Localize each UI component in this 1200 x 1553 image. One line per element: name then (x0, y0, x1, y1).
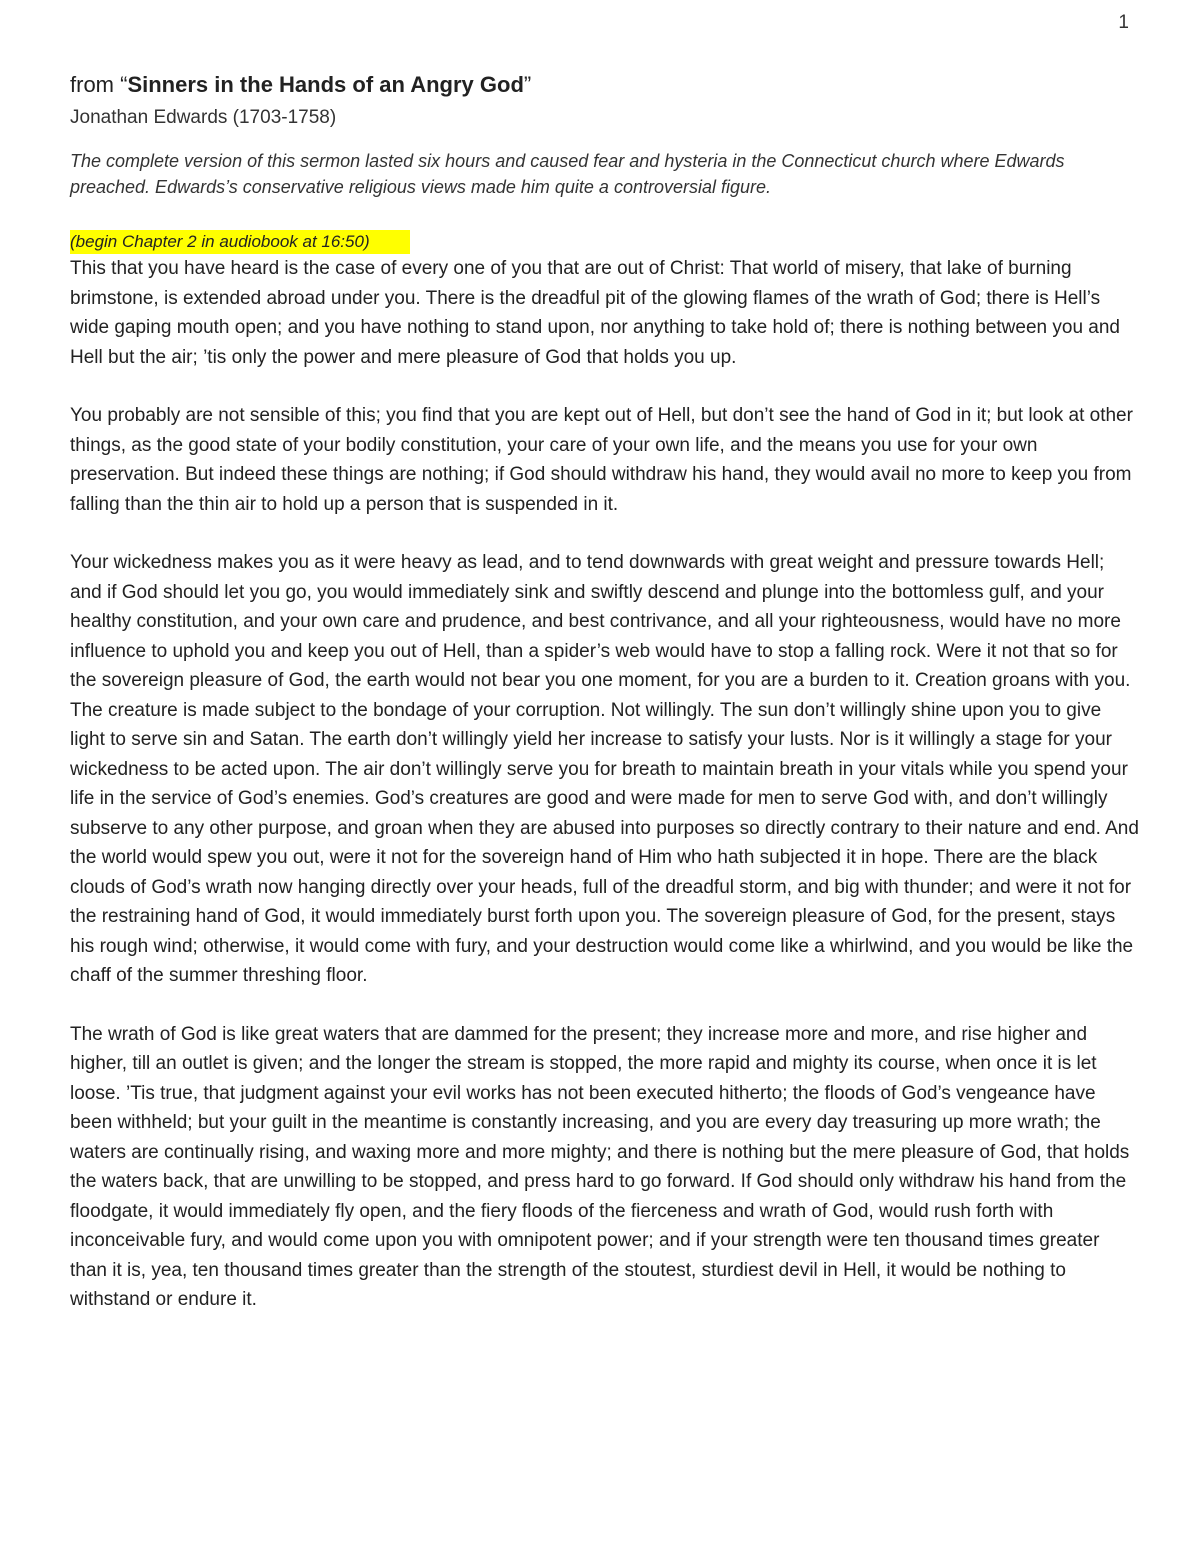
paragraph-2: You probably are not sensible of this; you find that you are kept out of Hell, but don’t see the hand of God in it; but look at other things, as the good state of your bodily constitution, your care of your own life, and the means you use for your own preservation. But indeed these things are nothing; if God should withdraw his hand, they would avail no more to keep you from falling than the thin air to hold up a person that is suspended in it. (70, 405, 1133, 515)
intro-note: The complete version of this sermon lasted six hours and caused fear and hysteria in the Connecticut church where Edwards preached. Edwards’s conservative religious views made him quite a controversial figure. (70, 151, 1065, 197)
paragraph-1: This that you have heard is the case of every one of you that are out of Christ: That world of misery, that lake of burning brimstone, is extended abroad under you. There is the dreadful pit of the glowing flames of the wrath of God; there is Hell’s wide gaping mouth open; and you have nothing to stand upon, nor anything to take hold of; there is nothing between you and Hell but the air; ’tis only the power and mere pleasure of God that holds you up. (70, 258, 1120, 368)
paragraph-3: Your wickedness makes you as it were heavy as lead, and to tend downwards with great weight and pressure towards Hell; and if God should let you go, you would immediately sink and swiftly descend and plunge into the bottomless gulf, and your healthy constitution, and your own care and prudence, and best contrivance, and all your righteousness, would have no more influence to uphold you and keep you out of Hell, than a spider’s web would have to stop a falling rock. Were it not that so for the sovereign pleasure of God, the earth would not bear you one moment, for you are a burden to it. Creation groans with you. The creature is made subject to the bondage of your corruption. Not willingly. The sun don’t willingly shine upon you to give light to serve sin and Satan. The earth don’t willingly yield her increase to satisfy your lusts. Nor is it willingly a stage for your wickedness to be acted upon. The air don’t willingly serve you for breath to maintain breath in your vitals while you spend your life in the service of God’s enemies. God’s creatures are good and were made for men to serve God with, and don’t willingly subserve to any other purpose, and groan when they are abused into purposes so directly contrary to their nature and end. And the world would spew you out, were it not for the sovereign hand of Him who hath subjected it in hope. There are the black clouds of God’s wrath now hanging directly over your heads, full of the dreadful storm, and big with thunder; and were it not for the restraining hand of God, it would immediately burst forth upon you. The sovereign pleasure of God, for the present, stays his rough wind; otherwise, it would come with fury, and your destruction would come like a whirlwind, and you would be like the chaff of the summer threshing floor. (70, 552, 1139, 986)
document-title (70, 70, 1140, 100)
document-body (70, 70, 1140, 1315)
title-prefix: from “ (70, 72, 128, 97)
title-suffix: ” (523, 72, 532, 97)
title-text: Sinners in the Hands of an Angry God (127, 72, 524, 97)
audio-note-container (70, 230, 1140, 254)
page-number: 1 (1118, 12, 1129, 33)
author-line: Jonathan Edwards (1703-1758) (70, 107, 337, 128)
audio-note-highlight: (begin Chapter 2 in audiobook at 16:50) (70, 230, 410, 254)
paragraph-4: The wrath of God is like great waters that are dammed for the present; they increase more and more, and rise higher and higher, till an outlet is given; and the longer the stream is stopped, the more rapid and mighty its course, when once it is let loose. ’Tis true, that judgment against your evil works has not been executed hitherto; the floods of God’s vengeance have been withheld; but your guilt in the meantime is constantly increasing, and you are every day treasuring up more wrath; the waters are continually rising, and waxing more and more mighty; and there is nothing but the mere pleasure of God, that holds the waters back, that are unwilling to be stopped, and press hard to go forward. If God should only withdraw his hand from the floodgate, it would immediately fly open, and the fiery floods of the fierceness and wrath of God, would rush forth with inconceivable fury, and would come upon you with omnipotent power; and if your strength were ten thousand times greater than it is, yea, ten thousand times greater than the strength of the stoutest, sturdiest devil in Hell, it would be nothing to withstand or endure it. (70, 1023, 1130, 1310)
